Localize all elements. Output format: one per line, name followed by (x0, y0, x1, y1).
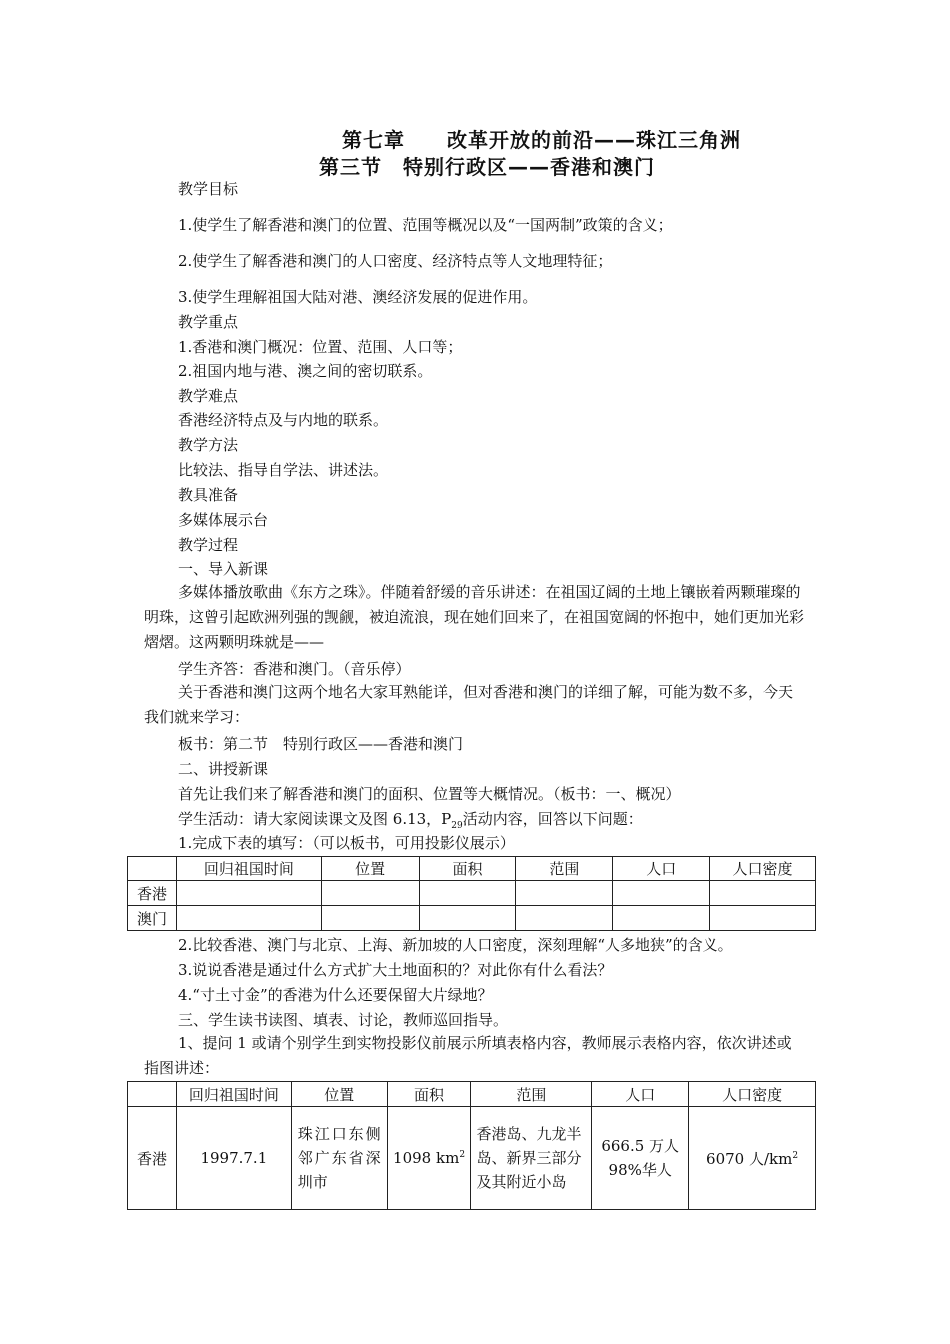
empty-cell (516, 906, 613, 931)
location-cell: 珠江口东侧邻广东省深圳市 (291, 1107, 387, 1210)
header-cell: 人口 (613, 857, 710, 881)
empty-cell (710, 881, 816, 906)
tools-text: 多媒体展示台 (178, 511, 269, 529)
area-cell (387, 1107, 471, 1210)
difficulty-heading: 教学难点 (178, 387, 239, 405)
empty-cell (176, 906, 321, 931)
density-value: 6070 人/km (706, 1149, 793, 1168)
header-cell: 人口密度 (710, 857, 816, 881)
chapter-title: 第七章 改革开放的前沿——珠江三角洲 (342, 128, 741, 152)
empty-cell (321, 881, 419, 906)
key-heading: 教学重点 (178, 313, 239, 331)
header-cell: 位置 (291, 1082, 387, 1107)
population-cell (592, 1107, 689, 1210)
step-3-heading: 三、学生读书读图、填表、讨论，教师巡回指导。 (178, 1011, 509, 1029)
method-heading: 教学方法 (178, 436, 239, 454)
density-unit-exponent: 2 (792, 1150, 799, 1161)
question-3: 3.说说香港是通过什么方式扩大土地面积的？对此你有什么看法？ (178, 961, 613, 979)
return-time-cell: 1997.7.1 (176, 1107, 291, 1210)
filled-table (127, 1081, 816, 1210)
header-cell: 位置 (321, 857, 419, 881)
goal-2: 2.使学生了解香港和澳门的人口密度、经济特点等人文地理特征； (178, 252, 613, 270)
empty-cell (613, 881, 710, 906)
density-cell (689, 1107, 816, 1210)
empty-cell (176, 881, 321, 906)
difficulty-text: 香港经济特点及与内地的联系。 (178, 411, 389, 429)
header-cell: 回归祖国时间 (176, 857, 321, 881)
activity-suffix: 活动内容，回答以下问题： (462, 810, 643, 828)
process-heading: 教学过程 (178, 536, 239, 554)
header-cell (128, 1082, 177, 1107)
present-paragraph: 1、提问 1 或请个别学生到实物投影仪前展示所填表格内容，教师展示表格内容，依次讲述或指图讲述： (144, 1034, 792, 1077)
key-2: 2.祖国内地与港、澳之间的密切联系。 (178, 362, 433, 380)
header-cell (128, 857, 177, 881)
header-cell: 面积 (419, 857, 516, 881)
question-4: 4.“寸土寸金”的香港为什么还要保留大片绿地？ (178, 986, 493, 1004)
question-2: 2.比较香港、澳门与北京、上海、新加坡的人口密度，深刻理解“人多地狭”的含义。 (178, 936, 733, 954)
row-label: 香港 (128, 881, 177, 906)
activity-page-number: 29 (451, 821, 463, 831)
activity-line (178, 809, 643, 836)
header-cell: 回归祖国时间 (176, 1082, 291, 1107)
table-row (128, 906, 816, 931)
board-note: 板书：第二节 特别行政区——香港和澳门 (178, 735, 464, 753)
table-row (128, 1107, 816, 1210)
goal-1: 1.使学生了解香港和澳门的位置、范围等概况以及“一国两制”政策的含义； (178, 216, 673, 234)
area-unit-exponent: 2 (459, 1150, 466, 1160)
step-1-heading: 一、导入新课 (178, 560, 269, 578)
population-count: 666.5 万人 (601, 1137, 680, 1155)
blank-table (127, 856, 816, 931)
empty-cell (419, 881, 516, 906)
header-cell: 范围 (516, 857, 613, 881)
header-cell: 范围 (471, 1082, 592, 1107)
header-cell: 人口密度 (689, 1082, 816, 1107)
empty-cell (613, 906, 710, 931)
tools-heading: 教具准备 (178, 486, 239, 504)
header-cell: 面积 (387, 1082, 471, 1107)
header-cell: 人口 (592, 1082, 689, 1107)
empty-cell (419, 906, 516, 931)
filled-table-header (128, 1082, 816, 1107)
population-share: 98%华人 (608, 1161, 672, 1179)
activity-prefix: 学生活动：请大家阅读课文及图 6.13，P (178, 810, 452, 828)
key-1: 1.香港和澳门概况：位置、范围、人口等； (178, 338, 463, 356)
familiar-paragraph: 关于香港和澳门这两个地名大家耳熟能详，但对香港和澳门的详细了解，可能为数不多，今天我们就来学习： (144, 683, 794, 726)
goal-3: 3.使学生理解祖国大陆对港、澳经济发展的促进作用。 (178, 288, 538, 306)
scope-cell: 香港岛、九龙半岛、新界三部分及其附近小岛 (471, 1107, 592, 1210)
empty-cell (516, 881, 613, 906)
area-value: 1098 km (393, 1149, 460, 1167)
step-2-heading: 二、讲授新课 (178, 760, 269, 778)
intro-paragraph: 多媒体播放歌曲《东方之珠》。伴随着舒缓的音乐讲述：在祖国辽阔的土地上镶嵌着两颗璀璨的明珠，这曾引起欧洲列强的觊觎，被迫流浪，现在她们回来了，在祖国宽阔的怀抱中，她们更加光彩熠熠。这两颗明珠就是—— (144, 583, 805, 651)
students-answer: 学生齐答：香港和澳门。（音乐停） (178, 660, 411, 678)
empty-cell (321, 906, 419, 931)
row-label: 澳门 (128, 906, 177, 931)
method-text: 比较法、指导自学法、讲述法。 (178, 461, 389, 479)
table-row (128, 881, 816, 906)
section-title: 第三节 特别行政区——香港和澳门 (319, 155, 655, 179)
overview-line: 首先让我们来了解香港和澳门的面积、位置等大概情况。（板书：一、概况） (178, 785, 681, 803)
blank-table-header (128, 857, 816, 881)
question-1: 1.完成下表的填写：（可以板书，可用投影仪展示） (178, 834, 515, 852)
empty-cell (710, 906, 816, 931)
goals-heading: 教学目标 (178, 180, 239, 198)
row-label: 香港 (128, 1107, 177, 1210)
